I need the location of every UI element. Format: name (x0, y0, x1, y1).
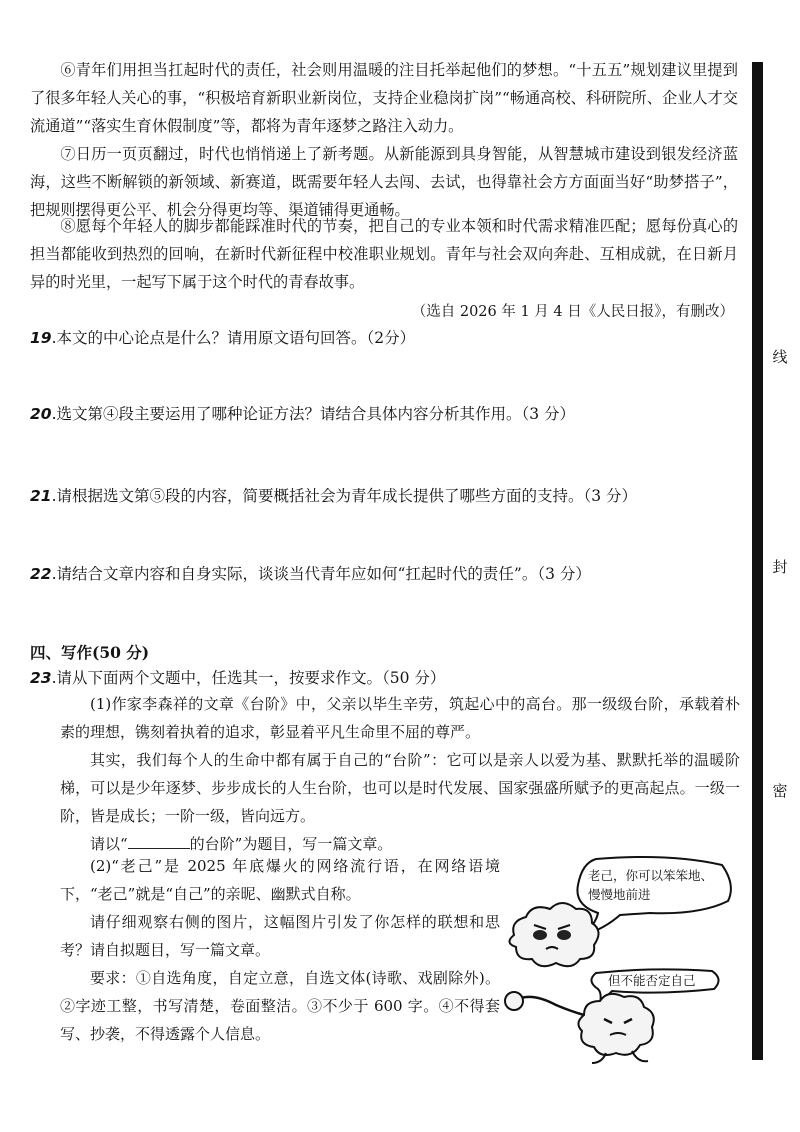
topic-2-prompt: 请仔细观察右侧的图片，这幅图片引发了你怎样的联想和思考？请自拟题目，写一篇文章。 (60, 913, 500, 959)
question-number: 21 (30, 487, 52, 505)
question-number: 22 (30, 565, 52, 583)
question-text: .请从下面两个文题中，任选其一，按要求作文。（50 分） (51, 669, 446, 687)
margin-label-secret: 密 (772, 782, 788, 800)
title-blank (128, 834, 190, 849)
passage-paragraph-8: ⑧愿每个年轻人的脚步都能踩准时代的节奏，把自己的专业本领和时代需求精准匹配；愿每份真心的担当都能收到热烈的回响，在新时代新征程中校准职业规划。青年与社会双向奔赴、互相成就，在日新月异的时光里，一起写下属于这个时代的青春故事。 (30, 217, 738, 291)
question-21 (30, 484, 740, 508)
prompt-suffix: 的台阶”为题目，写一篇文章。 (189, 835, 393, 853)
question-text: .本文的中心论点是什么？请用原文语句回答。（2分） (51, 329, 416, 347)
question-number: 23 (30, 669, 52, 687)
margin-label-seal: 封 (772, 558, 788, 576)
question-text: .请结合文章内容和自身实际，谈谈当代青年应如何“扛起时代的责任”。（3 分） (51, 565, 591, 583)
bubble-1-line-1: 老己，你可以笨笨地、 (588, 868, 714, 883)
bubble-2-text: 但不能否定自己 (608, 973, 696, 988)
question-23 (30, 666, 740, 690)
question-number: 20 (30, 405, 52, 423)
prompt-prefix: 请以“ (90, 835, 128, 853)
topic-2-intro: (2)“老己”是 2025 年底爆火的网络流行语，在网络语境下，“老己”就是“自己”的亲昵、幽默式自称。 (60, 857, 500, 903)
question-20 (30, 402, 740, 426)
binding-margin-line (752, 62, 763, 1060)
character-1-right-eye (557, 930, 571, 940)
question-22 (30, 562, 740, 586)
cloud-character-1 (509, 903, 598, 966)
cloud-character-2 (578, 994, 653, 1055)
margin-label-line: 线 (772, 348, 788, 366)
topic-1-body: 其实，我们每个人的生命中都有属于自己的“台阶”：它可以是亲人以爱为基、默默托举的温暖阶梯，可以是少年逐梦、步步成长的人生台阶，也可以是时代发展、国家强盛所赋予的更高起点。一级一阶，皆是成长；一阶一级，皆向远方。 (60, 751, 740, 825)
cartoon-image (500, 855, 740, 1065)
character-2-fist (505, 992, 523, 1010)
character-2-arm (514, 997, 584, 1015)
bubble-1-line-2: 慢慢地前进 (588, 887, 651, 902)
passage-paragraph-6: ⑥青年们用担当扛起时代的责任，社会则用温暖的注目托举起他们的梦想。“十五五”规划建议里提到了很多年轻人关心的事，“积极培育新职业新岗位，支持企业稳岗扩岗”“畅通高校、科研院所、企业人才交流通道”“落实生育休假制度”等，都将为青年逐梦之路注入动力。 (30, 61, 738, 135)
question-text: .请根据选文第⑤段的内容，简要概括社会为青年成长提供了哪些方面的支持。（3 分） (51, 487, 638, 505)
writing-section-title: 四、写作(50 分) (30, 643, 150, 662)
question-text: .选文第④段主要运用了哪种论证方法？请结合具体内容分析其作用。（3 分） (51, 405, 576, 423)
passage-paragraph-7: ⑦日历一页页翻过，时代也悄悄递上了新考题。从新能源到具身智能，从智慧城市建设到银发经济蓝海，这些不断解锁的新领域、新赛道，既需要年轻人去闯、去试，也得靠社会方方面面当好“助梦搭子”，把规则摆得更公平、机会分得更均等、渠道铺得更通畅。 (30, 145, 738, 219)
passage-source: （选自 2026 年 1 月 4 日《人民日报》，有删改） (411, 304, 734, 320)
question-19 (30, 326, 740, 350)
writing-requirements: 要求：①自选角度，自定立意，自选文体(诗歌、戏剧除外)。②字迹工整，书写清楚，卷面整洁。③不少于 600 字。④不得套写、抄袭，不得透露个人信息。 (60, 969, 500, 1043)
topic-1-intro: (1)作家李森祥的文章《台阶》中，父亲以毕生辛劳，筑起心中的高台。那一级级台阶，承载着朴素的理想，镌刻着执着的追求，彰显着平凡生命里不屈的尊严。 (60, 695, 740, 741)
question-number: 19 (30, 329, 52, 347)
character-1-left-eye (533, 930, 547, 940)
